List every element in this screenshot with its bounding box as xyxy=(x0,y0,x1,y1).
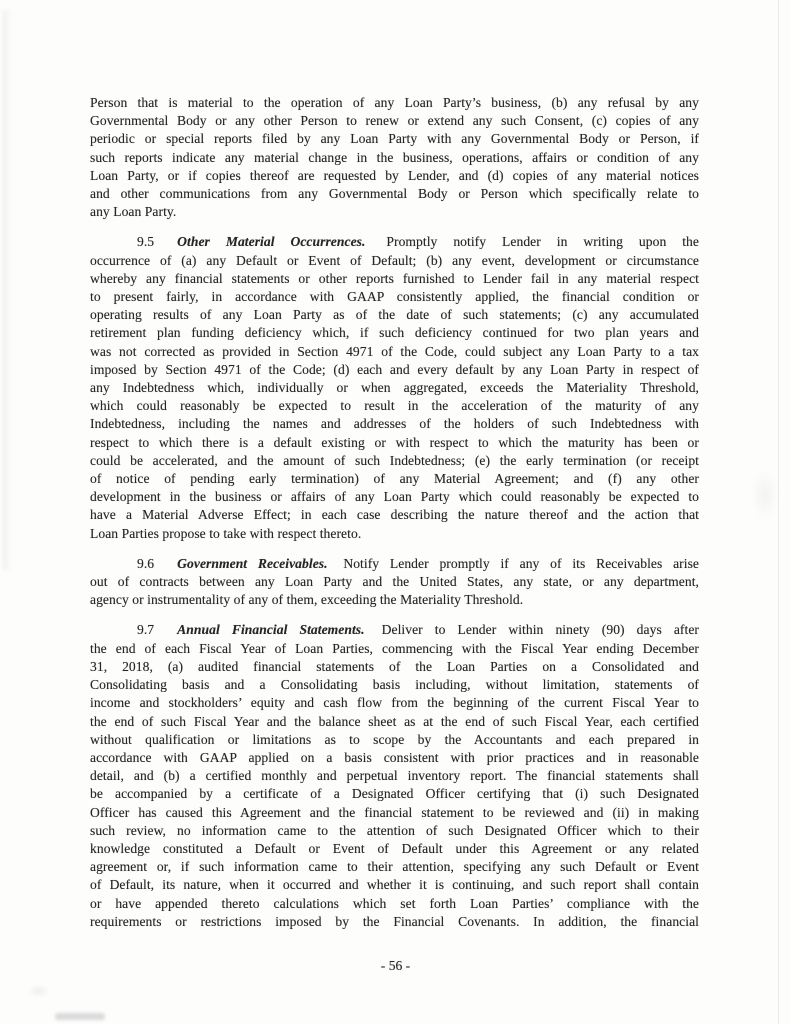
text-line: Consolidating basis and a Consolidating basis including, without limitation, statements of xyxy=(90,677,699,693)
text-line: any Indebtedness which, individually or when aggregated, exceeds the Materiality Threshold, xyxy=(90,380,699,396)
section-heading-line: 9.7 Annual Financial Statements. Deliver to Lender within ninety (90) days after xyxy=(137,622,699,638)
scan-smudge-bottom-left xyxy=(28,984,50,998)
text-line: Loan Party, or if copies thereof are requested by Lender, and (d) copies of any material notices xyxy=(90,167,699,183)
text-line: respect to which there is a default existing or with respect to which the maturity has been or xyxy=(90,434,699,450)
text-line: such review, no information came to the attention of such Designated Officer which to their xyxy=(90,822,699,838)
section-number: 9.6 xyxy=(137,555,155,571)
text-line: whereby any financial statements or other reports furnished to Lender fail in any material respect xyxy=(90,270,699,286)
text-line: the end of each Fiscal Year of Loan Parties, commencing with the Fiscal Year ending December xyxy=(90,640,699,656)
scan-line-right xyxy=(778,0,779,1024)
text-line: retirement plan funding deficiency which, if such deficiency continued for two plan years and xyxy=(90,325,699,341)
continuation-paragraph xyxy=(90,94,699,221)
scan-smudge-right xyxy=(752,470,778,520)
text-line: have a Material Adverse Effect; in each case describing the nature thereof and the action that xyxy=(90,507,699,523)
page-footer xyxy=(0,958,791,974)
section-heading-line: 9.6 Government Receivables. Notify Lender promptly if any of its Receivables arise xyxy=(137,555,699,571)
document-body xyxy=(90,94,699,931)
text-line: which could reasonably be expected to result in the acceleration of the maturity of any xyxy=(90,398,699,414)
text-line: requirements or restrictions imposed by the Financial Covenants. In addition, the financial xyxy=(90,913,699,929)
text-line: the end of such Fiscal Year and the balance sheet as at the end of such Fiscal Year, each certified xyxy=(90,713,699,729)
section-number: 9.7 xyxy=(137,622,155,638)
text-line: detail, and (b) a certified monthly and perpetual inventory report. The financial statements shall xyxy=(90,768,699,784)
text-line: could be accelerated, and the amount of such Indebtedness; (e) the early termination (or receipt xyxy=(90,452,699,468)
text-line: periodic or special reports filed by any Loan Party with any Governmental Body or Person, if xyxy=(90,131,699,147)
text-line: or have appended thereto calculations which set forth Loan Parties’ compliance with the xyxy=(90,895,699,911)
text-line: out of contracts between any Loan Party and the United States, any state, or any department, xyxy=(90,574,699,590)
text-line: and other communications from any Governmental Body or Person which specifically relate to xyxy=(90,186,699,202)
text-line: knowledge constituted a Default or Event of Default under this Agreement or any related xyxy=(90,840,699,856)
section-paragraph-9.5 xyxy=(90,233,699,542)
text-line: without qualification or limitations as to scope by the Accountants and each prepared in xyxy=(90,731,699,747)
text-line: Governmental Body or any other Person to renew or extend any such Consent, (c) copies of any xyxy=(90,113,699,129)
section-title: Annual Financial Statements. xyxy=(177,622,365,638)
section-heading-line: 9.5 Other Material Occurrences. Promptly notify Lender in writing upon the xyxy=(137,234,699,250)
text-line: to present fairly, in accordance with GAAP consistently applied, the financial condition or xyxy=(90,289,699,305)
section-paragraph-9.6 xyxy=(90,555,699,610)
text-line: of Default, its nature, when it occurred and whether it is continuing, and such report shall contain xyxy=(90,877,699,893)
text-line: Loan Parties propose to take with respect thereto. xyxy=(90,525,362,541)
text-line: 31, 2018, (a) audited financial statements of the Loan Parties on a Consolidated and xyxy=(90,658,699,674)
text-line: any Loan Party. xyxy=(90,204,177,220)
text-line: be accompanied by a certificate of a Designated Officer certifying that (i) such Designated xyxy=(90,786,699,802)
text-line: imposed by Section 4971 of the Code; (d) each and every default by any Loan Party in respect of xyxy=(90,361,699,377)
text-line: such reports indicate any material change in the business, operations, affairs or condition of any xyxy=(90,149,699,165)
section-paragraph-9.7 xyxy=(90,621,699,930)
scan-mark-bottom-left xyxy=(55,1013,105,1020)
text-line: development in the business or affairs of any Loan Party which could reasonably be expected to xyxy=(90,489,699,505)
text-line: operating results of any Loan Party as of the date of such statements; (c) any accumulated xyxy=(90,307,699,323)
section-title: Other Material Occurrences. xyxy=(177,234,366,250)
section-number: 9.5 xyxy=(137,234,155,250)
text-line: agreement or, if such information came to their attention, specifying any such Default or Event xyxy=(90,859,699,875)
text-line: occurrence of (a) any Default or Event of Default; (b) any event, development or circumstance xyxy=(90,252,699,268)
text-line: Indebtedness, including the names and addresses of the holders of such Indebtedness with xyxy=(90,416,699,432)
text-line: accordance with GAAP applied on a basis consistent with prior practices and in reasonable xyxy=(90,749,699,765)
text-line: agency or instrumentality of any of them, exceeding the Materiality Threshold. xyxy=(90,592,524,608)
text-line: income and stockholders’ equity and cash flow from the beginning of the current Fiscal Year to xyxy=(90,695,699,711)
text-line: of notice of pending early termination) of any Material Agreement; and (f) any other xyxy=(90,471,699,487)
section-title: Government Receivables. xyxy=(177,555,328,571)
scan-shadow-left xyxy=(3,10,13,570)
text-line: was not corrected as provided in Section 4971 of the Code, could subject any Loan Party to a tax xyxy=(90,343,699,359)
text-line: Officer has caused this Agreement and the financial statement to be reviewed and (ii) in making xyxy=(90,804,699,820)
text-line: Person that is material to the operation of any Loan Party’s business, (b) any refusal by any xyxy=(90,95,699,110)
page-number: - 56 - xyxy=(380,958,411,973)
